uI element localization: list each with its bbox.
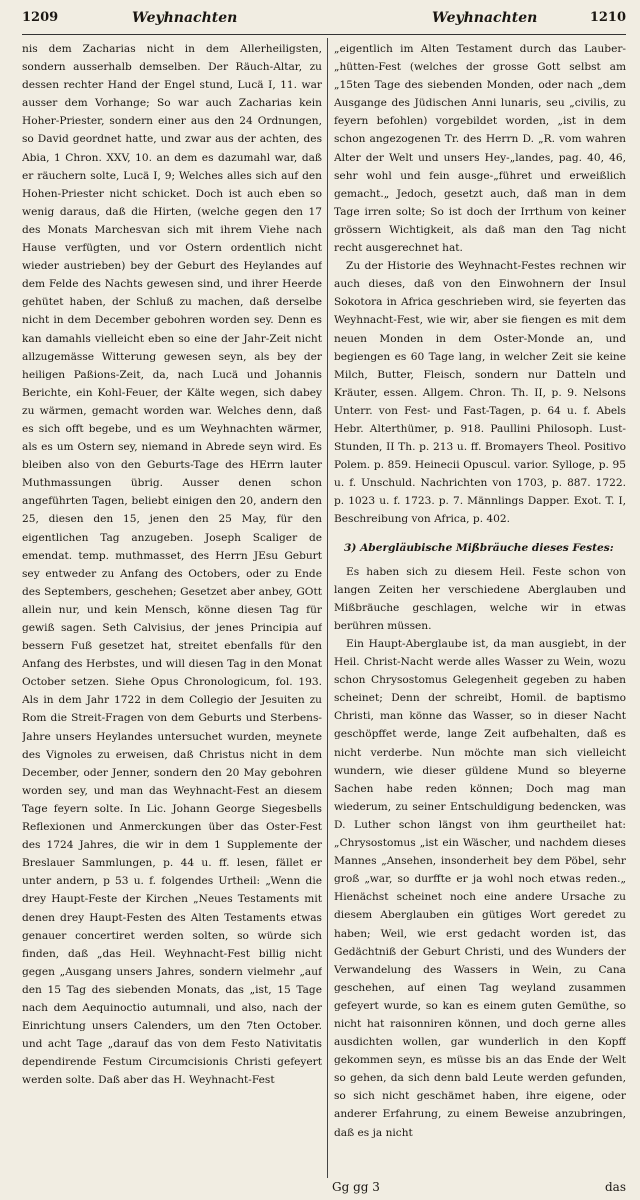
left-paragraph-1: nis dem Zacharias nicht in dem Allerheiligsten, sondern ausserhalb demselben. Der Räuch-Altar, zu dessen rechter Hand der Engel stund, Lucä I, 11. war ausser dem Vorhange; So war auch Zacharias kein Hoher-Priester, sondern einer aus den 24 Ordnungen, so David geordnet hatte, und zwar aus der achten, des Abia, 1 Chron. XXV, 10. an dem es dazumahl war, daß er räuchern solte, Lucä I, 9; Welches alles sich auf den Hohen-Priester nicht schicket. Doch ist auch eben so wenig daraus, daß die Hirten, (welche gegen den 17 des Monats Marchesvan sich mit ihrem Viehe nach Hause verfügten, und vor Ostern ordentlich nicht wieder austrieben) bey der Geburt des Heylandes auf dem Felde des Nachts gewesen sind, und ihrer Heerde gehütet haben, der Schluß zu machen, daß derselbe nicht in dem December gebohren worden sey. Denn es kan damahls vielleicht eben so eine der Jahr-Zeit nicht allzugemässe Witterung gewesen seyn, als bey der heiligen Paßions-Zeit, da, nach Lucä und Johannis Berichte, ein Kohl-Feuer, der Kälte wegen, sich dabey zu wärmen, gemacht worden war. Welches denn, daß es sich offt begebe, und es um Weyhnachten wärmer, als es um Ostern sey, niemand in Abrede seyn wird. Es bleiben also von den Geburts-Tage des HErrn lauter Muthmassungen übrig. Ausser denen schon angeführten Tagen, beliebt einigen den 20, andern den 25, diesen den 15, jenen den 25 May, für den eigentlichen Tag anzugeben. Joseph Scaliger de emendat. temp. muthmasset, des Herrn JEsu Geburt sey entweder zu Anfang des Octobers, oder zu Ende des Septembers, geschehen; Gesetzet aber anbey, GOtt allein nur, und kein Mensch, könne diesen Tag für gewiß sagen. Seth Calvisius, der jenes Principia auf bessern Fuß gesetzet hat, streitet ebenfalls für den Anfang des Herbstes, und will diesen Tag in den Monat October setzen. Siehe Opus Chronologicum, fol. 193. Als in dem Jahr 1722 in dem Collegio der Jesuiten zu Rom die Streit-Fragen von dem Geburts und Sterbens-Jahre unsers Heylandes untersuchet wurden, meynete des Vignoles zu erweisen, daß Christus nicht in dem December, oder Jenner, sondern den 20 May gebohren worden sey, und man das Weyhnacht-Fest an diesem Tage feyern solte. In Lic. Johann George Siegesbells Reflexionen und Anmerckungen über das Oster-Fest des 1724 Jahres, die wir in dem 1 Supplemente der Breslauer Sammlungen, p. 44 u. ff. lesen, fället er unter andern, p 53 u. f. folgendes Urtheil: „Wenn die drey Haupt-Feste der Kirchen „Neues Testaments mit denen drey Haupt-Festen des Alten Testaments etwas genauer concertiret werden solten, so würde sich finden, daß „das Heil. Weyhnacht-Fest billig nicht gegen „Ausgang unsers Jahres, sondern vielmehr „auf den 15 Tag des siebenden Monats, das „ist, 15 Tage nach dem Aequinoctio autumnali, und also, nach der Einrichtung unsers Calenders, um den 7ten October. und acht Tage „darauf das von dem Festo Nativitatis dependirende Festum Circumcisionis Christi gefeyert werden solte. Daß aber das H. Weyhnacht-Fest	[22, 43, 322, 1087]
running-head-right: Weyhnachten	[432, 10, 538, 26]
right-paragraph-4: Ein Haupt-Aberglaube ist, da man ausgiebt, in der Heil. Christ-Nacht werde alles Wasser zu Wein, wozu schon Chrysostomus Gelegenheit gegeben zu haben scheinet; Denn der schreibt, Homil. de baptismo Christi, man könne das Wasser, so in dieser Nacht geschöpffet werde, lange Zeit aufbehalten, daß es nicht verderbe. Nun möchte man sich vielleicht wundern, wie dieser güldene Mund so bleyerne Sachen habe reden können; Doch mag man wiederum, zu seiner Entschuldigung bedencken, was D. Luther schon längst von ihm geurtheilet hat: „Chrysostomus „ist ein Wäscher, und nachdem dieses Mannes „Ansehen, insonderheit bey dem Pöbel, sehr groß „war, so durffte er ja wohl noch etwas reden.„ Hienächst scheinet noch eine andere Ursache zu diesem Aberglauben ein gütiges Wort geredet zu haben; Weil, wie erst gedacht worden ist, das Gedächtniß der Geburt Christi, und des Wunders der Verwandelung des Wassers in Wein, zu Cana geschehen, auf einen Tag weyland zusammen gefeyert wurde, so kan es einem guten Gemüthe, so nicht hat raisonniren können, und doch gerne alles ausdichten wollen, gar wunderlich in den Kopff gekommen seyn, es müsse bis an das Ende der Welt so gehen, da sich denn bald Leute werden gefunden, so sich nicht geschämet haben, ihre eigene, oder anderer Erfahrung, zu einem Beweise anzubringen, daß es ja nicht	[334, 638, 626, 1139]
section-heading: 3) Abergläubische Mißbräuche dieses Festes:	[344, 541, 614, 554]
column-divider	[327, 38, 328, 1178]
header-rule	[22, 34, 626, 35]
running-head-left: Weyhnachten	[132, 10, 238, 26]
right-paragraph-2: Zu der Historie des Weyhnacht-Festes rechnen wir auch dieses, daß von den Einwohnern der Insul Sokotora in Africa geschrieben wird, sie feyerten das Weyhnacht-Fest, wie wir, aber sie fiengen es mit dem neuen Monden in dem Oster-Monde an, und begiengen es 60 Tage lang, in welcher Zeit sie keine Milch, Butter, Fleisch, sondern nur Datteln und Kräuter, essen. Allgem. Chron. Th. II, p. 9. Nelsons Unterr. von Fest- und Fast-Tagen, p. 64 u. f. Abels Hebr. Alterthümer, p. 918. Paullini Philosoph. Lust-Stunden, II Th. p. 213 u. ff. Bromayers Theol. Positivo Polem. p. 859. Heinecii Opuscul. varior. Sylloge, p. 95 u. f. Unschuld. Nachrichten von 1703, p. 887. 1722. p. 1023 u. f. 1723. p. 7. Männlings Dapper. Exot. T. I, Beschreibung von Africa, p. 402.	[334, 260, 626, 526]
left-column	[22, 40, 322, 1176]
page-number-right: 1210	[589, 10, 626, 25]
signature-mark: Gg gg 3	[332, 1180, 380, 1194]
right-paragraph-3: Es haben sich zu diesem Heil. Feste schon von langen Zeiten her verschiedene Aberglauben und Mißbräuche geschlagen, welche wir in etwas berühren müssen.	[334, 565, 626, 632]
page-number-left: 1209	[22, 10, 59, 25]
right-column	[334, 40, 626, 1176]
page-header	[22, 8, 626, 34]
catchword: das	[605, 1180, 626, 1194]
right-paragraph-1: „eigentlich im Alten Testament durch das Lauber-„hütten-Fest (welches der grosse Gott selbst am „15ten Tage des siebenden Monden, oder nach „dem Ausgange des Jüdischen Anni lunaris, seu „civilis, zu feyern befohlen) vorgebildet worden, „ist in dem schon angezogenen Tr. des Herrn D. „R. vom wahren Alter der Welt und unsers Hey-„landes, pag. 40, 46, sehr wohl und fein ausge-„führet und erweißlich gemacht.„ Jedoch, gesetzt auch, daß man in dem Tage irren solte; So ist doch der Irrthum von keiner grössern Wichtigkeit, als daß man den Tag nicht recht ausgerechnet hat.	[334, 43, 626, 255]
page-footer	[22, 1178, 626, 1198]
